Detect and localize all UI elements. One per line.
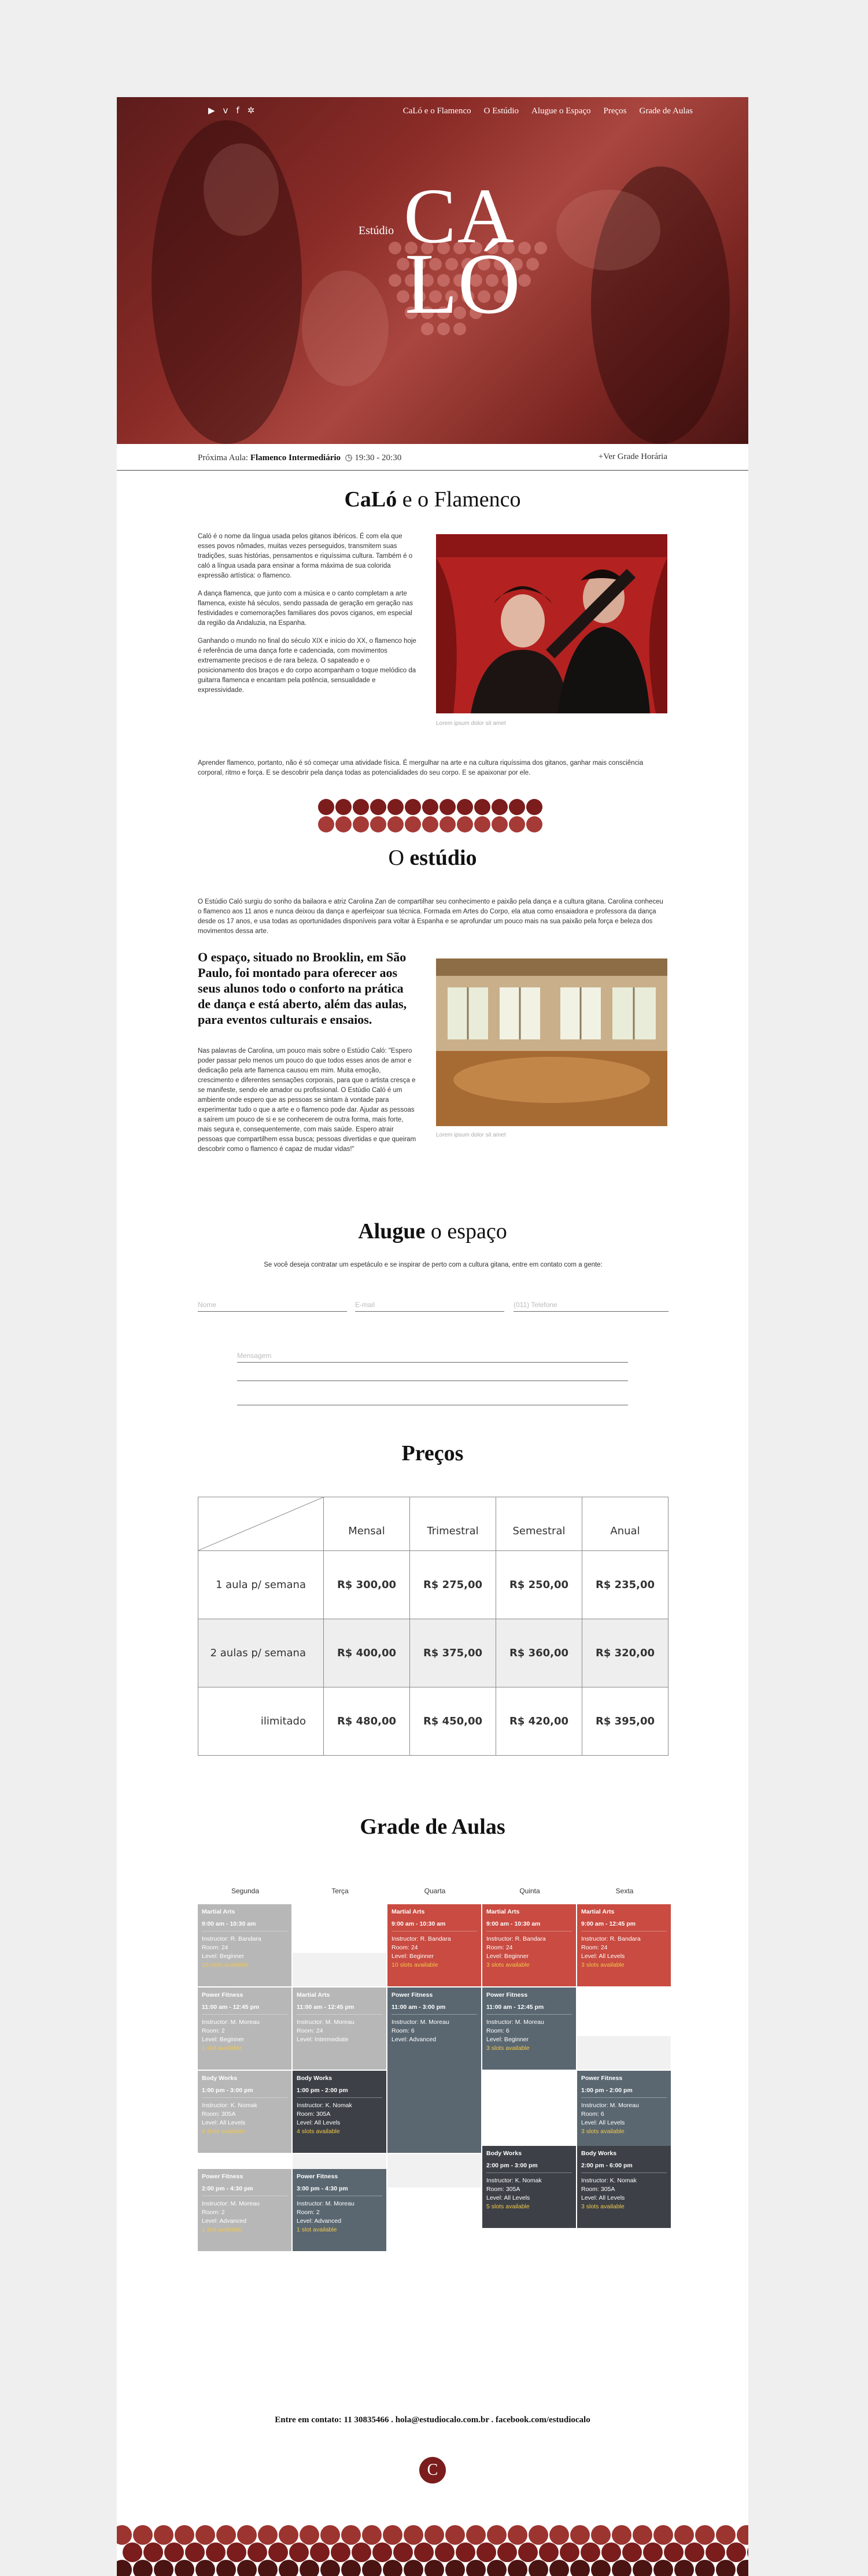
class-detail: Level: Advanced bbox=[391, 2036, 437, 2043]
class-time: 2:00 pm - 3:00 pm bbox=[486, 2162, 572, 2173]
vimeo-icon[interactable]: v bbox=[223, 105, 228, 116]
footer-dot bbox=[117, 2525, 132, 2545]
footer-dot bbox=[195, 2525, 215, 2545]
class-availability: 4 slots available bbox=[297, 2128, 340, 2135]
dancers-photo bbox=[436, 534, 667, 713]
class-time: 1:00 pm - 2:00 pm bbox=[581, 2086, 667, 2098]
schedule-class-card[interactable] bbox=[387, 1987, 481, 2153]
footer-dot bbox=[653, 2525, 673, 2545]
class-detail: Level: Beginner bbox=[391, 1953, 434, 1960]
footer-dot bbox=[258, 2525, 278, 2545]
table-row bbox=[198, 1551, 668, 1619]
price-cell: R$ 250,00 bbox=[496, 1551, 582, 1619]
nav-grade[interactable]: Grade de Aulas bbox=[639, 106, 693, 116]
class-detail: Instructor: M. Moreau bbox=[297, 2200, 354, 2207]
nav-precos[interactable]: Preços bbox=[603, 106, 627, 116]
footer-dot bbox=[268, 2542, 288, 2562]
schedule-class-card[interactable] bbox=[577, 2071, 671, 2153]
footer-dot bbox=[466, 2560, 486, 2576]
view-schedule-link[interactable]: +Ver Grade Horária bbox=[598, 452, 667, 461]
contact-line: Entre em contato: 11 30835466 . hola@estudiocalo.com.br . facebook.com/estudiocalo bbox=[275, 2415, 590, 2425]
class-detail: Level: Beginner bbox=[486, 1953, 529, 1960]
footer-dot bbox=[539, 2542, 559, 2562]
class-title: Power Fitness bbox=[202, 2173, 243, 2180]
footer-dot bbox=[560, 2542, 579, 2562]
footer-dot bbox=[497, 2542, 517, 2562]
price-cell: R$ 320,00 bbox=[582, 1619, 668, 1687]
class-time: 1:00 pm - 2:00 pm bbox=[297, 2086, 382, 2098]
title-rest: e o Flamenco bbox=[397, 487, 521, 512]
class-detail: Room: 24 bbox=[391, 1944, 418, 1951]
class-time: 11:00 am - 12:45 pm bbox=[486, 2003, 572, 2015]
footer-dot bbox=[726, 2542, 746, 2562]
class-availability: 1 slot available bbox=[202, 2226, 242, 2233]
footer-dot bbox=[117, 2560, 132, 2576]
class-detail: Instructor: R. Bandara bbox=[486, 1935, 546, 1942]
footer-logo[interactable]: C bbox=[419, 2457, 446, 2484]
nav-alugue[interactable]: Alugue o Espaço bbox=[531, 106, 591, 116]
title-bold: CaLó bbox=[344, 487, 397, 512]
class-detail: Room: 2 bbox=[297, 2209, 320, 2216]
estudio-body bbox=[198, 1046, 418, 1163]
schedule-class-card[interactable] bbox=[293, 2071, 386, 2153]
photo-caption: Lorem ipsum dolor sit amet bbox=[436, 1132, 506, 1138]
class-title: Martial Arts bbox=[297, 1992, 330, 1998]
footer-dot bbox=[529, 2525, 548, 2545]
price-cell: R$ 395,00 bbox=[582, 1687, 668, 1756]
schedule-class-card[interactable] bbox=[198, 1987, 291, 2070]
class-availability: 3 slots available bbox=[486, 2045, 530, 2052]
section-title-estudio bbox=[117, 845, 748, 871]
footer-dot bbox=[643, 2542, 663, 2562]
footer-dot bbox=[706, 2542, 725, 2562]
class-title: Martial Arts bbox=[202, 1908, 235, 1915]
price-cell: R$ 275,00 bbox=[410, 1551, 496, 1619]
schedule-class-card[interactable] bbox=[293, 1987, 386, 2070]
flamenco-closing bbox=[198, 758, 668, 786]
footer-dot bbox=[175, 2560, 194, 2576]
footer-dot bbox=[747, 2542, 748, 2562]
col-header: Trimestral bbox=[410, 1497, 496, 1551]
footer-dot bbox=[424, 2560, 444, 2576]
class-time: 9:00 am - 10:30 am bbox=[202, 1920, 287, 1931]
footer-dot bbox=[570, 2560, 590, 2576]
class-detail: Instructor: M. Moreau bbox=[486, 2019, 544, 2026]
price-cell: R$ 235,00 bbox=[582, 1551, 668, 1619]
main-nav bbox=[403, 106, 693, 116]
footer-dot bbox=[383, 2525, 402, 2545]
class-availability: 1 slot available bbox=[202, 2045, 242, 2052]
class-detail: Instructor: M. Moreau bbox=[391, 2019, 449, 2026]
footer-dot-pattern bbox=[117, 2525, 748, 2576]
price-cell: R$ 400,00 bbox=[324, 1619, 410, 1687]
title-bold: estúdio bbox=[409, 846, 477, 870]
section-title-alugue bbox=[117, 1219, 748, 1244]
class-availability: 3 slots available bbox=[486, 1961, 530, 1968]
schedule-empty-slot bbox=[293, 1953, 386, 1986]
class-detail: Room: 305A bbox=[486, 2186, 520, 2193]
class-availability: 3 slots available bbox=[581, 2203, 625, 2210]
class-title: Power Fitness bbox=[297, 2173, 338, 2180]
class-detail: Instructor: K. Nomak bbox=[486, 2177, 542, 2184]
class-title: Power Fitness bbox=[486, 1992, 528, 1998]
footer-dot bbox=[310, 2542, 330, 2562]
col-header: Anual bbox=[582, 1497, 668, 1551]
footer-dot bbox=[175, 2525, 194, 2545]
class-detail: Level: Beginner bbox=[202, 1953, 244, 1960]
footer-dot bbox=[518, 2542, 538, 2562]
footer-dot bbox=[685, 2542, 704, 2562]
footer-dot bbox=[216, 2525, 236, 2545]
footer-dot bbox=[341, 2560, 361, 2576]
price-cell: R$ 420,00 bbox=[496, 1687, 582, 1756]
class-time: 9:00 am - 12:45 pm bbox=[581, 1920, 667, 1931]
paragraph: Ganhando o mundo no final do século XIX e início do XX, o flamenco hoje é referência de uma dança forte e cadenciada, com movimentos extremamente precisos e de rara beleza. O sapateado e o posicionamento dos braços e do corpo acompanham o toque melódico da guitarra flamenca e encantam pela potência, sensualidade e expressividade. bbox=[198, 638, 416, 694]
photo-caption: Lorem ipsum dolor sit amet bbox=[436, 720, 506, 727]
class-detail: Room: 24 bbox=[297, 2027, 323, 2034]
footer-dot bbox=[414, 2542, 434, 2562]
paragraph: A dança flamenca, que junto com a música e o canto completam a arte flamenca, existe há séculos, sendo passada de geração em geração nas festividades e comemorações familiares dos povos ciganos, em especial da região da Andaluzia, na Espanha. bbox=[198, 590, 413, 627]
schedule-class-card[interactable] bbox=[293, 2169, 386, 2251]
price-cell: R$ 360,00 bbox=[496, 1619, 582, 1687]
footer-dot bbox=[237, 2560, 257, 2576]
paragraph: Caló é o nome da língua usada pelos gitanos ibéricos. É com ela que esses povos nômades, muitas vezes perseguidos, transmitem suas tradições, suas histórias, pensamentos e riquíssima cultura. Também é o caló a língua usada para ensinar a forma máxima de sua colorida expressão artística: o flamenco. bbox=[198, 533, 413, 579]
class-detail: Instructor: M. Moreau bbox=[581, 2102, 639, 2109]
paragraph: Nas palavras de Carolina, um pouco mais sobre o Estúdio Caló: "Espero poder passar pelo menos um pouco do que todos esses anos de amor e dedicação pela arte flamenca causou em mim. Muita emoção, crescimento e diferentes sensações corporais, para que o artista cresça e se manifeste, sendo ele amador ou profissional. O Estúdio Caló é um ambiente onde espero que as pessoas se sintam à vontade para experimentar tudo o que a arte e o flamenco pode dar. Ajudar as pessoas a saírem um pouco de si e se conhecerem de outra forma, mais forte, mais segura e, consequentemente, com mais saúde. Espero atrair pessoas que compartilhem essa busca; pessoas divertidas e que queiram descobrir como o flamenco é capaz de mudar vidas!" bbox=[198, 1048, 416, 1153]
footer-dot bbox=[716, 2560, 736, 2576]
diagonal-header-cell bbox=[198, 1497, 324, 1551]
footer-dot bbox=[570, 2525, 590, 2545]
class-detail: Level: All Levels bbox=[486, 2194, 530, 2201]
hero-banner bbox=[117, 97, 748, 444]
schedule-empty-slot bbox=[387, 2154, 481, 2188]
alugue-intro: Se você deseja contratar um espetáculo e se inspirar de perto com a cultura gitana, entre em contato com a gente: bbox=[264, 1261, 603, 1268]
price-cell: R$ 300,00 bbox=[324, 1551, 410, 1619]
class-detail: Level: All Levels bbox=[297, 2119, 341, 2126]
next-class-bar bbox=[117, 444, 748, 471]
title-bold: Grade de Aulas bbox=[360, 1815, 505, 1839]
schedule-class-card[interactable] bbox=[577, 2146, 671, 2228]
phone-field[interactable]: (011) Telefone bbox=[514, 1301, 668, 1312]
youtube-icon[interactable]: ▶ bbox=[208, 105, 215, 116]
class-time: 11:00 am - 12:45 pm bbox=[297, 2003, 382, 2015]
footer-dot bbox=[737, 2525, 748, 2545]
schedule-class-card[interactable] bbox=[387, 1904, 481, 1986]
dot-divider bbox=[318, 799, 547, 839]
class-detail: Instructor: K. Nomak bbox=[202, 2102, 257, 2109]
class-detail: Level: Advanced bbox=[202, 2218, 247, 2225]
class-detail: Level: All Levels bbox=[581, 2119, 625, 2126]
day-header: Quinta bbox=[519, 1887, 540, 1895]
class-title: Power Fitness bbox=[391, 1992, 433, 1998]
footer-dot bbox=[123, 2542, 142, 2562]
footer-dot bbox=[581, 2542, 600, 2562]
footer-dot bbox=[456, 2542, 475, 2562]
row-label: 1 aula p/ semana bbox=[198, 1551, 324, 1619]
paragraph: O Estúdio Caló surgiu do sonho da bailaora e atriz Carolina Zan de compartilhar seu conhecimento e paixão pela dança e a cultura gitana. Carolina conheceu o flamenco aos 11 anos e nunca deixou da dança e aperfeiçoar sua técnica. Formada em Artes do Corpo, ela atua como ensaiadora e professora da dança desde os 17 anos, e usa todas as oportunidades disponíveis para voltar à Espanha e se aprofundar um pouco mais na sua paixão pela força e beleza dos movimentos dessa arte. bbox=[198, 898, 663, 935]
estudio-intro bbox=[198, 897, 668, 945]
class-detail: Room: 24 bbox=[486, 1944, 513, 1951]
class-detail: Level: All Levels bbox=[581, 2194, 625, 2201]
class-title: Martial Arts bbox=[581, 1908, 615, 1915]
price-cell: R$ 450,00 bbox=[410, 1687, 496, 1756]
schedule-class-card[interactable] bbox=[482, 1904, 576, 1986]
footer-dot bbox=[237, 2525, 257, 2545]
footer-dot bbox=[362, 2525, 382, 2545]
title-rest: o espaço bbox=[425, 1219, 507, 1243]
day-header: Quarta bbox=[424, 1887, 446, 1895]
col-header: Mensal bbox=[324, 1497, 410, 1551]
footer-dot bbox=[633, 2560, 652, 2576]
col-header: Semestral bbox=[496, 1497, 582, 1551]
site-logo[interactable] bbox=[359, 173, 532, 373]
class-detail: Room: 6 bbox=[486, 2027, 509, 2034]
message-line[interactable] bbox=[237, 1380, 628, 1381]
page bbox=[117, 97, 748, 2576]
day-header: Terça bbox=[331, 1887, 349, 1895]
class-availability: 3 slots available bbox=[581, 2128, 625, 2135]
class-detail: Instructor: R. Bandara bbox=[202, 1935, 261, 1942]
social-links bbox=[208, 105, 254, 116]
class-title: Power Fitness bbox=[581, 2075, 623, 2082]
class-detail: Level: All Levels bbox=[581, 1953, 625, 1960]
class-detail: Level: All Levels bbox=[202, 2119, 246, 2126]
footer-dot bbox=[248, 2542, 267, 2562]
class-availability: 10 slots available bbox=[391, 1961, 438, 1968]
class-availability: 3 slots available bbox=[581, 1961, 625, 1968]
footer-dot bbox=[508, 2525, 527, 2545]
class-detail: Room: 305A bbox=[297, 2111, 331, 2118]
class-title: Martial Arts bbox=[486, 1908, 520, 1915]
footer-dot bbox=[601, 2542, 621, 2562]
footer-dot bbox=[341, 2525, 361, 2545]
footer-dot bbox=[206, 2542, 226, 2562]
footer-dot bbox=[143, 2542, 163, 2562]
class-time: 11:00 am - 12:45 pm bbox=[202, 2003, 287, 2015]
class-detail: Instructor: M. Moreau bbox=[202, 2019, 260, 2026]
footer-dot bbox=[674, 2525, 694, 2545]
class-title: Body Works bbox=[581, 2150, 617, 2157]
email-field[interactable]: E-mail bbox=[355, 1301, 504, 1312]
title-bold: Alugue bbox=[358, 1219, 426, 1243]
footer-dot bbox=[393, 2542, 413, 2562]
row-label: ilimitado bbox=[198, 1687, 324, 1756]
title-rest: O bbox=[388, 846, 410, 870]
paragraph: Aprender flamenco, portanto, não é só começar uma atividade física. É mergulhar na arte e na cultura riquíssima dos gitanos, ganhar mais consciência corporal, ritmo e força. E se descobrir pela dança todas as potencialidades do seu corpo. E se apaixonar por ele. bbox=[198, 760, 644, 776]
footer-dot bbox=[320, 2525, 340, 2545]
footer-dot bbox=[716, 2525, 736, 2545]
class-detail: Level: Intermediate bbox=[297, 2036, 349, 2043]
price-cell: R$ 480,00 bbox=[324, 1687, 410, 1756]
footer-dot bbox=[695, 2525, 715, 2545]
title-bold: Preços bbox=[401, 1441, 464, 1465]
class-detail: Level: Advanced bbox=[297, 2218, 342, 2225]
footer-dot bbox=[633, 2525, 652, 2545]
flickr-icon[interactable]: ✲ bbox=[247, 105, 255, 116]
class-availability: 1 slot available bbox=[297, 2226, 337, 2233]
class-detail: Room: 6 bbox=[391, 2027, 415, 2034]
next-class-prefix: Próxima Aula: bbox=[198, 453, 249, 462]
schedule-class-card[interactable] bbox=[577, 1904, 671, 1986]
nav-estudio[interactable]: O Estúdio bbox=[483, 106, 519, 116]
footer-dot bbox=[362, 2560, 382, 2576]
next-class-name: Flamenco Intermediário bbox=[250, 453, 341, 462]
footer-dot bbox=[529, 2560, 548, 2576]
day-header: Sexta bbox=[615, 1887, 634, 1895]
footer-dot bbox=[154, 2525, 173, 2545]
class-detail: Instructor: R. Bandara bbox=[391, 1935, 451, 1942]
footer-dot bbox=[674, 2560, 694, 2576]
class-title: Body Works bbox=[202, 2075, 238, 2082]
flamenco-text bbox=[198, 532, 418, 704]
class-detail: Instructor: M. Moreau bbox=[297, 2019, 354, 2026]
footer-dot bbox=[737, 2560, 748, 2576]
footer-dot bbox=[445, 2525, 465, 2545]
footer-dot bbox=[508, 2560, 527, 2576]
class-time: 9:00 am - 10:30 am bbox=[391, 1920, 477, 1931]
section-title-grade bbox=[117, 1814, 748, 1840]
footer-dot bbox=[133, 2560, 153, 2576]
section-title-precos bbox=[117, 1441, 748, 1466]
footer-dot bbox=[372, 2542, 392, 2562]
row-label: 2 aulas p/ semana bbox=[198, 1619, 324, 1687]
class-detail: Instructor: R. Bandara bbox=[581, 1935, 641, 1942]
footer-dot bbox=[195, 2560, 215, 2576]
schedule-class-card[interactable] bbox=[482, 1987, 576, 2070]
schedule-class-card[interactable] bbox=[198, 2169, 291, 2251]
footer-dot bbox=[279, 2525, 298, 2545]
class-title: Body Works bbox=[486, 2150, 522, 2157]
price-cell: R$ 375,00 bbox=[410, 1619, 496, 1687]
class-detail: Instructor: K. Nomak bbox=[297, 2102, 352, 2109]
class-title: Power Fitness bbox=[202, 1992, 243, 1998]
footer-dot bbox=[133, 2525, 153, 2545]
facebook-icon[interactable]: f bbox=[236, 105, 239, 116]
footer-dot bbox=[300, 2525, 319, 2545]
footer-dot bbox=[164, 2542, 184, 2562]
footer-dot bbox=[289, 2542, 309, 2562]
class-detail: Room: 305A bbox=[202, 2111, 236, 2118]
footer-dot bbox=[258, 2560, 278, 2576]
class-time: 3:00 pm - 4:30 pm bbox=[297, 2185, 382, 2196]
footer-dot bbox=[612, 2560, 631, 2576]
footer-dot bbox=[653, 2560, 673, 2576]
class-availability: 4 slots available bbox=[202, 2128, 245, 2135]
footer-dot bbox=[216, 2560, 236, 2576]
class-detail: Instructor: K. Nomak bbox=[581, 2177, 637, 2184]
schedule-class-card[interactable] bbox=[198, 1904, 291, 1986]
class-detail: Room: 2 bbox=[202, 2027, 225, 2034]
footer-dot bbox=[549, 2525, 569, 2545]
footer-dot bbox=[435, 2542, 455, 2562]
footer-dot bbox=[487, 2560, 507, 2576]
footer-dot bbox=[664, 2542, 684, 2562]
next-class-time: ◷ 19:30 - 20:30 bbox=[345, 453, 402, 462]
schedule-class-card[interactable] bbox=[482, 2146, 576, 2228]
footer-dot bbox=[695, 2560, 715, 2576]
class-time: 2:00 pm - 6:00 pm bbox=[581, 2162, 667, 2173]
class-time: 2:00 pm - 4:30 pm bbox=[202, 2185, 287, 2196]
estudio-quote: O espaço, situado no Brooklin, em São Paulo, foi montado para oferecer aos seus alunos todo o conforto na prática de dança e está aberto, além das aulas, para eventos culturais e ensaios. bbox=[198, 950, 407, 1027]
class-time: 11:00 am - 3:00 pm bbox=[391, 2003, 477, 2015]
footer-dot bbox=[612, 2525, 631, 2545]
day-header: Segunda bbox=[231, 1887, 260, 1895]
logo-estudio: Estúdio bbox=[359, 224, 394, 237]
footer-dot bbox=[154, 2560, 173, 2576]
footer-dot bbox=[622, 2542, 642, 2562]
message-field[interactable]: Mensagem bbox=[237, 1352, 628, 1363]
footer-dot bbox=[477, 2542, 496, 2562]
class-detail: Room: 2 bbox=[202, 2209, 225, 2216]
class-time: 9:00 am - 10:30 am bbox=[486, 1920, 572, 1931]
next-class-info bbox=[198, 452, 401, 463]
footer-dot bbox=[404, 2525, 423, 2545]
footer-dot bbox=[279, 2560, 298, 2576]
footer-dot bbox=[487, 2525, 507, 2545]
footer-dot bbox=[549, 2560, 569, 2576]
schedule-class-card[interactable] bbox=[198, 2071, 291, 2153]
studio-photo bbox=[436, 958, 667, 1126]
class-detail: Room: 24 bbox=[202, 1944, 228, 1951]
footer-dot bbox=[445, 2560, 465, 2576]
footer-dot bbox=[300, 2560, 319, 2576]
logo-ca: CA bbox=[404, 173, 515, 260]
footer-dot bbox=[352, 2542, 371, 2562]
nav-flamenco[interactable]: CaLó e o Flamenco bbox=[402, 106, 471, 116]
footer-dot bbox=[227, 2542, 246, 2562]
footer-dot bbox=[185, 2542, 205, 2562]
price-table bbox=[198, 1497, 668, 1756]
class-detail: Room: 305A bbox=[581, 2186, 615, 2193]
class-detail: Level: Beginner bbox=[486, 2036, 529, 2043]
class-time: 1:00 pm - 3:00 pm bbox=[202, 2086, 287, 2098]
footer-dot bbox=[320, 2560, 340, 2576]
class-detail: Room: 6 bbox=[581, 2111, 604, 2118]
footer-dot bbox=[591, 2560, 611, 2576]
schedule-empty-slot bbox=[577, 2036, 671, 2070]
class-availability: 10 slots available bbox=[202, 1961, 249, 1968]
footer-dot bbox=[466, 2525, 486, 2545]
name-field[interactable]: Nome bbox=[198, 1301, 347, 1312]
class-title: Martial Arts bbox=[391, 1908, 425, 1915]
footer-dot bbox=[404, 2560, 423, 2576]
class-availability: 5 slots available bbox=[486, 2203, 530, 2210]
table-row bbox=[198, 1619, 668, 1687]
class-title: Body Works bbox=[297, 2075, 333, 2082]
logo-lo: LÓ bbox=[405, 236, 520, 332]
class-detail: Instructor: M. Moreau bbox=[202, 2200, 260, 2207]
section-title-flamenco bbox=[117, 487, 748, 512]
footer-dot bbox=[424, 2525, 444, 2545]
footer-dot bbox=[331, 2542, 350, 2562]
class-detail: Room: 24 bbox=[581, 1944, 608, 1951]
table-row bbox=[198, 1687, 668, 1756]
class-detail: Level: Beginner bbox=[202, 2036, 244, 2043]
footer-dot bbox=[591, 2525, 611, 2545]
footer-dot bbox=[383, 2560, 402, 2576]
